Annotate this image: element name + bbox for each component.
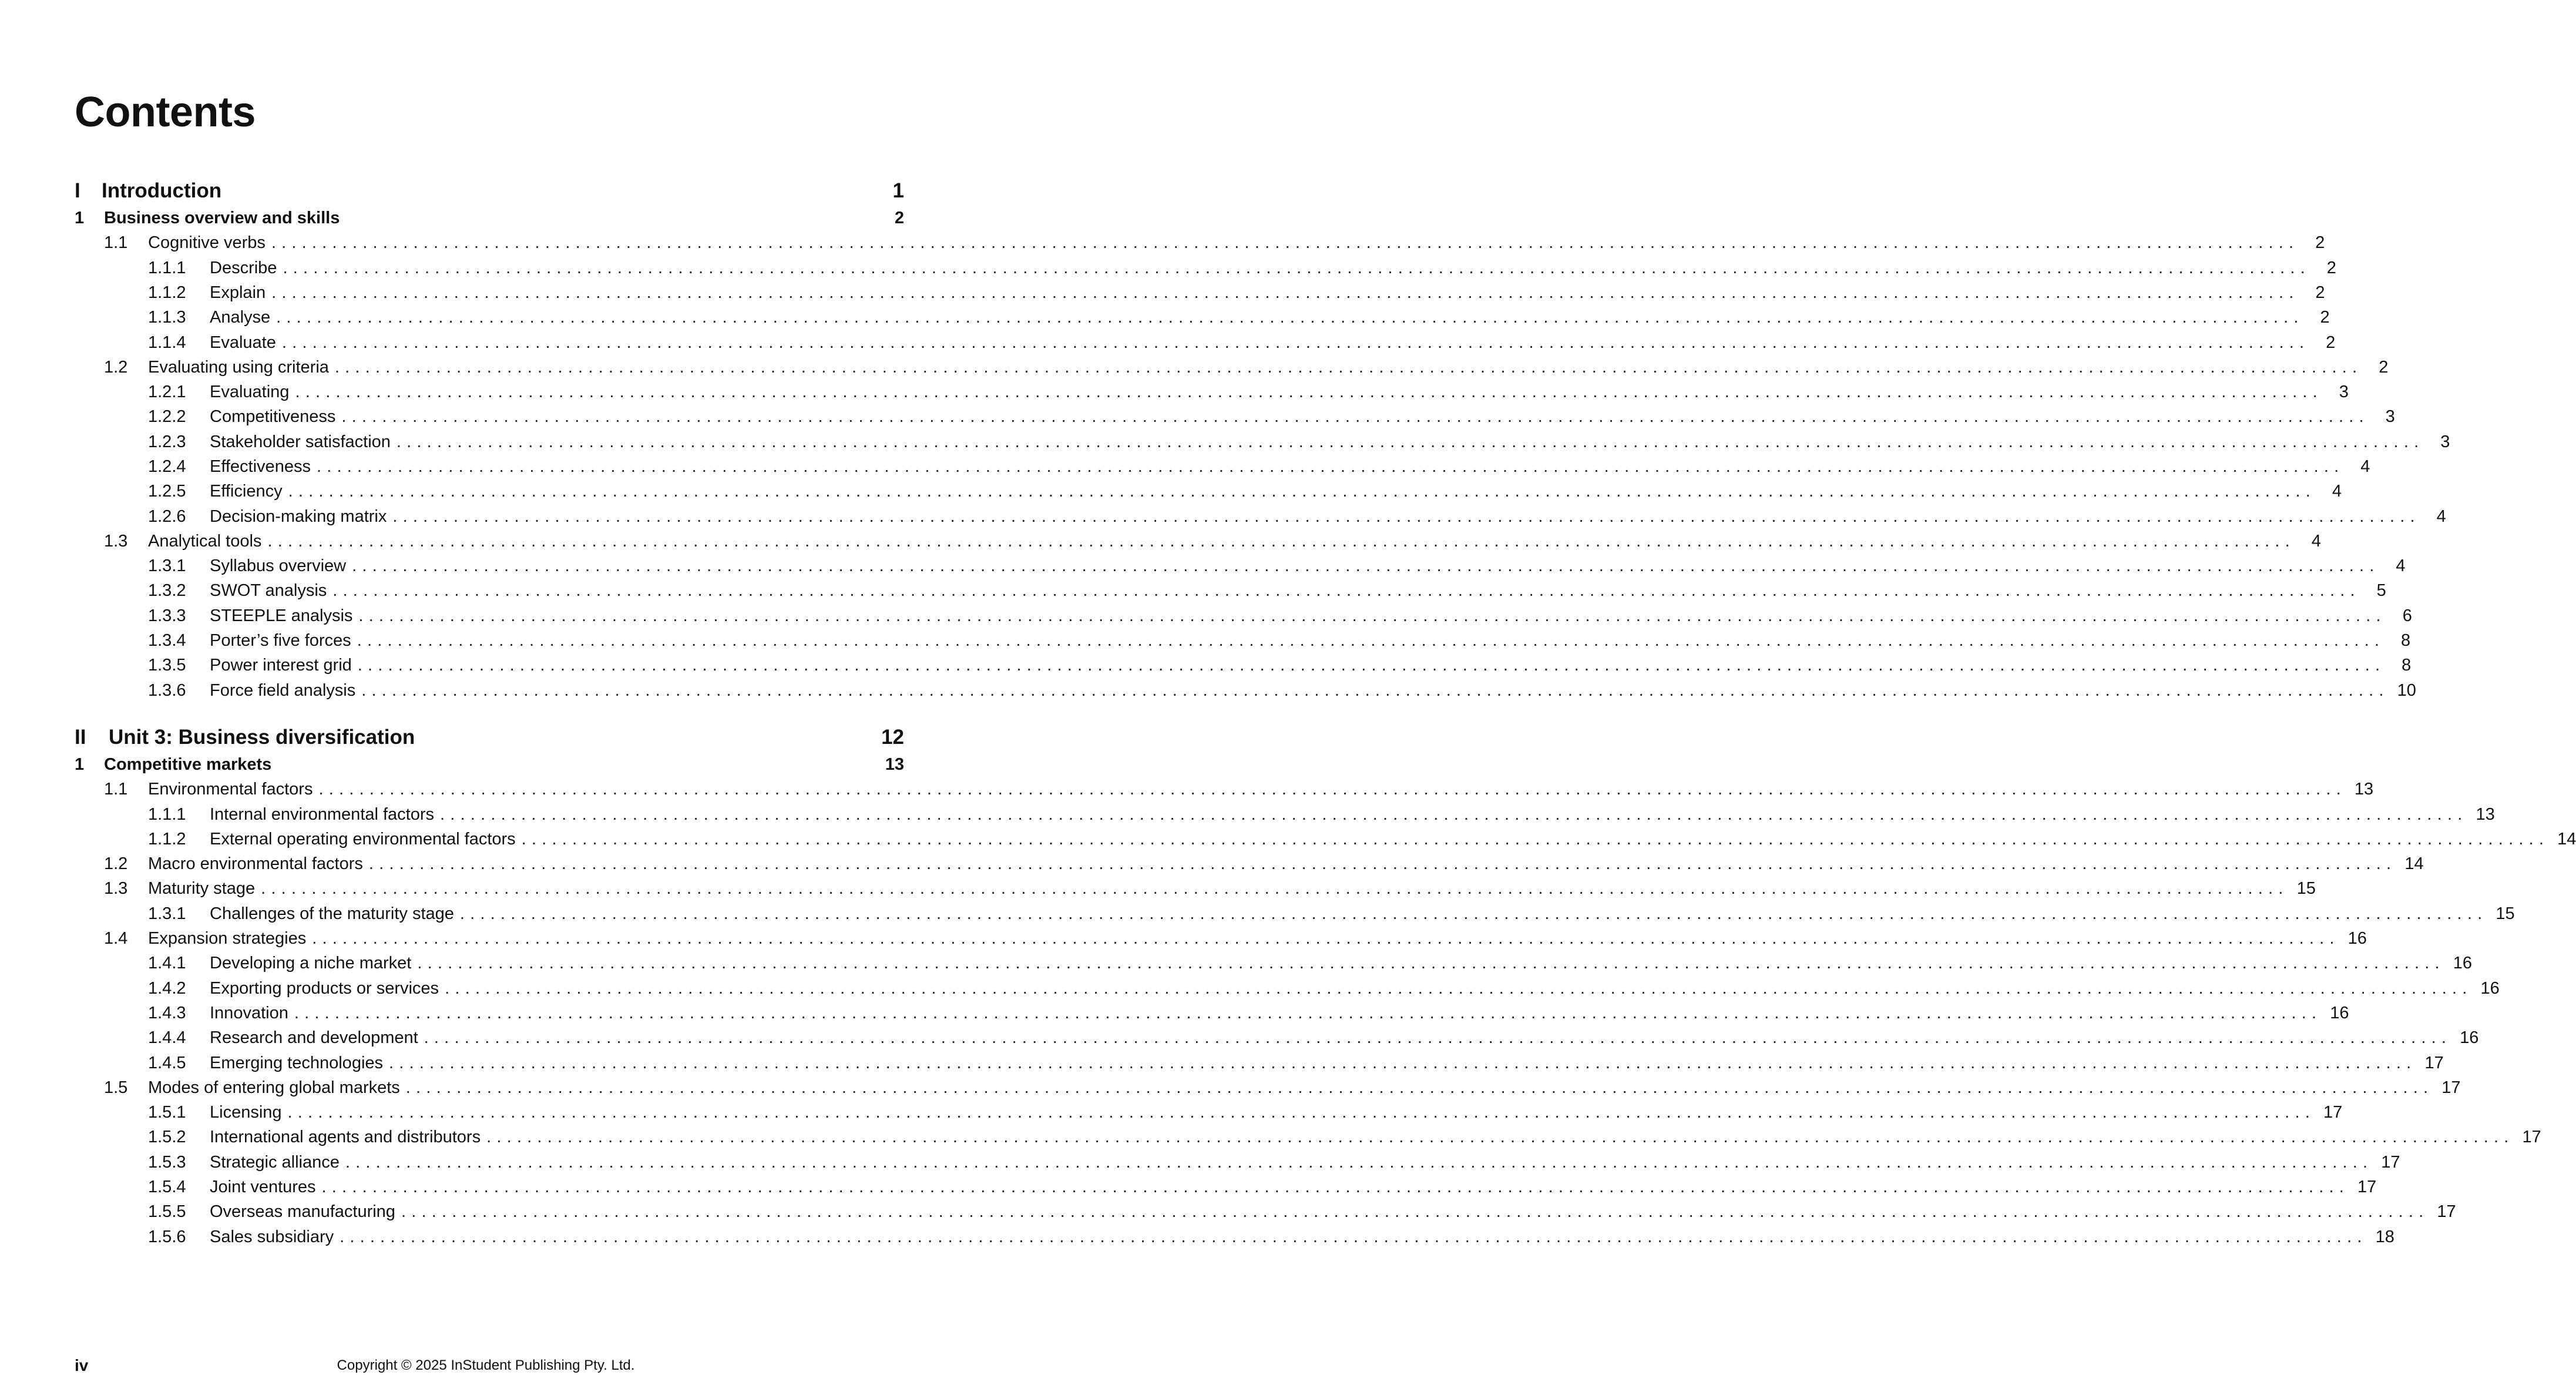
toc-entry-title: Internal environmental factors [210, 804, 435, 824]
toc-entry-page: 8 [2400, 631, 2411, 650]
footer-copyright: Copyright © 2025 InStudent Publishing Pty. Ltd. [337, 1357, 635, 1373]
toc-entry-title: Maturity stage [148, 878, 256, 898]
dot-leader: ........................................................................................................................................................................................................ [358, 606, 2386, 625]
dot-leader: ........................................................................................................................................................................................................ [361, 680, 2389, 700]
dot-leader: ........................................................................................................................................................................................................ [357, 631, 2385, 650]
toc-entry-number: 1.1.2 [148, 283, 186, 302]
dot-leader: ........................................................................................................................................................................................................ [341, 407, 2369, 426]
dot-leader: ........................................................................................................................................................................................................ [368, 854, 2397, 873]
toc-entry-sub[interactable] [75, 554, 2406, 578]
toc-entry-page: 10 [2397, 680, 2416, 700]
footer-page-number: iv [75, 1356, 89, 1374]
toc-entry-page: 16 [2347, 928, 2367, 948]
toc-entry-sec[interactable] [75, 777, 2374, 801]
dot-leader: ........................................................................................................................................................................................................ [440, 804, 2468, 824]
toc-entry-sub[interactable] [75, 1125, 2541, 1149]
dot-leader: ........................................................................................................................................................................................................ [352, 556, 2380, 575]
toc-entry-page: 2 [894, 208, 904, 227]
toc-entry-number: 1.4.4 [148, 1028, 186, 1047]
dot-leader: ........................................................................................................................................................................................................ [321, 1177, 2349, 1196]
toc-entry-page: 8 [2402, 655, 2412, 675]
toc-entry-sub[interactable] [75, 1199, 2456, 1224]
toc-entry-title: International agents and distributors [210, 1127, 481, 1146]
toc-entry-number: 1.3.4 [148, 631, 186, 650]
toc-entry-number: 1.3.2 [148, 581, 186, 600]
toc-entry-sub[interactable] [75, 504, 2446, 529]
toc-entry-title: Competitive markets [104, 754, 272, 774]
toc-entry-page: 1 [892, 179, 904, 202]
toc-entry-title: Cognitive verbs [148, 233, 266, 252]
toc-entry-page: 3 [2339, 382, 2349, 401]
toc-entry-title: Evaluating using criteria [148, 357, 329, 377]
toc-entry-page: 17 [2323, 1102, 2343, 1122]
toc-entry-title: Expansion strategies [148, 928, 307, 948]
toc-entry-sub[interactable] [75, 1175, 2377, 1199]
toc-entry-sub[interactable] [75, 1025, 2479, 1050]
toc-entry-page: 3 [2440, 432, 2450, 451]
toc-entry-page: 17 [2381, 1152, 2400, 1172]
toc-entry-sub[interactable] [75, 678, 2416, 703]
toc-entry-title: Business overview and skills [104, 208, 340, 227]
toc-entry-sec[interactable] [75, 1075, 2461, 1100]
toc-entry-page: 2 [2320, 307, 2330, 327]
dot-leader: ........................................................................................................................................................................................................ [445, 978, 2473, 998]
toc-entry-number: 1 [75, 208, 85, 227]
toc-entry-sec[interactable] [75, 851, 2424, 876]
dot-leader: ........................................................................................................................................................................................................ [288, 481, 2316, 501]
toc-entry-chap[interactable] [75, 752, 904, 777]
toc-entry-title: Environmental factors [148, 779, 313, 799]
toc-entry-number: 1.1.1 [148, 804, 186, 824]
toc-entry-number: 1.2 [104, 357, 128, 377]
toc-entry-title: Syllabus overview [210, 556, 347, 575]
toc-entry-page: 6 [2402, 606, 2412, 625]
dot-leader: ........................................................................................................................................................................................................ [340, 1227, 2367, 1246]
dot-leader: ........................................................................................................................................................................................................ [396, 432, 2424, 451]
toc-entry-sub[interactable] [75, 380, 2349, 404]
toc-entry-title: Emerging technologies [210, 1053, 384, 1072]
toc-entry-number: 1.5.6 [148, 1227, 186, 1246]
toc-entry-number: 1.5.2 [148, 1127, 186, 1146]
dot-leader: ........................................................................................................................................................................................................ [521, 829, 2550, 849]
dot-leader: ........................................................................................................................................................................................................ [392, 507, 2420, 526]
toc-entry-number: 1.3.6 [148, 680, 186, 700]
toc-entry-page: 15 [2496, 904, 2515, 923]
toc-entry-sub[interactable] [75, 1100, 2343, 1125]
toc-entry-sub[interactable] [75, 628, 2411, 653]
dot-leader: ........................................................................................................................................................................................................ [345, 1152, 2373, 1172]
toc-entry-sub[interactable] [75, 578, 2386, 603]
toc-entry-page: 18 [2375, 1227, 2394, 1246]
toc-entry-number: 1.3.1 [148, 556, 186, 575]
dot-leader: ........................................................................................................................................................................................................ [334, 357, 2363, 377]
toc-entry-title: Power interest grid [210, 655, 352, 675]
toc-entry-title: Innovation [210, 1003, 288, 1022]
toc-entry-number: 1.3 [104, 531, 128, 551]
toc-entry-title: Porter’s five forces [210, 631, 351, 650]
toc-entry-title: Force field analysis [210, 680, 356, 700]
toc-entry-title: Developing a niche market [210, 953, 412, 972]
toc-entry-page: 17 [2522, 1127, 2541, 1146]
toc-entry-title: Challenges of the maturity stage [210, 904, 454, 923]
toc-entry-page: 5 [2376, 581, 2386, 600]
toc-entry-number: 1.1 [104, 779, 128, 799]
toc-entry-number: 1.2.2 [148, 407, 186, 426]
dot-leader: ........................................................................................................................................................................................................ [459, 904, 2488, 923]
toc-entry-sub[interactable] [75, 1051, 2444, 1075]
toc-entry-page: 13 [885, 754, 904, 774]
toc-entry-title: Efficiency [210, 481, 283, 501]
toc-entry-number: 1 [75, 754, 85, 774]
toc-entry-number: 1.2.3 [148, 432, 186, 451]
toc-entry-number: 1.5.3 [148, 1152, 186, 1172]
dot-leader: ........................................................................................................................................................................................................ [281, 333, 2310, 352]
toc-entry-page: 2 [2379, 357, 2389, 377]
toc-entry-number: 1.3.1 [148, 904, 186, 923]
toc-entry-sub[interactable] [75, 951, 2473, 975]
toc-entry-page: 12 [881, 726, 904, 749]
toc-entry-title: Unit 3: Business diversification [109, 726, 415, 749]
toc-entry-sec[interactable] [75, 926, 2367, 951]
dot-leader: ........................................................................................................................................................................................................ [283, 258, 2310, 277]
toc-entry-title: Evaluating [210, 382, 290, 401]
toc-entry-sub[interactable] [75, 603, 2412, 628]
toc-entry-title: Describe [210, 258, 277, 277]
toc-entry-page: 2 [2315, 283, 2325, 302]
toc-entry-sub[interactable] [75, 454, 2370, 479]
toc-entry-sec[interactable] [75, 355, 2389, 380]
toc-entry-page: 17 [2437, 1202, 2456, 1221]
toc-entry-sub[interactable] [75, 305, 2330, 330]
toc-entry-sub[interactable] [75, 280, 2325, 305]
dot-leader: ........................................................................................................................................................................................................ [389, 1053, 2417, 1072]
toc-entry-title: Competitiveness [210, 407, 336, 426]
toc-entry-title: Introduction [102, 179, 222, 202]
toc-entry-sub[interactable] [75, 802, 2495, 827]
dot-leader: ........................................................................................................................................................................................................ [294, 1003, 2322, 1022]
toc-entry-sub[interactable] [75, 330, 2336, 355]
toc-entry-title: Joint ventures [210, 1177, 316, 1196]
toc-entry-page: 4 [2396, 556, 2406, 575]
toc-entry-number: 1.5.1 [148, 1102, 186, 1122]
toc-entry-sec[interactable] [75, 529, 2321, 554]
toc-entry-page: 4 [2360, 457, 2370, 476]
toc-entry-page: 4 [2311, 531, 2321, 551]
toc-entry-number: 1.1.4 [148, 333, 186, 352]
toc-entry-title: Analytical tools [148, 531, 262, 551]
toc-entry-part[interactable] [75, 723, 904, 752]
toc-entry-page: 16 [2453, 953, 2473, 972]
toc-entry-page: 14 [2404, 854, 2424, 873]
toc-entry-sub[interactable] [75, 479, 2342, 504]
toc-entry-title: Evaluate [210, 333, 276, 352]
toc-entry-number: 1.4.2 [148, 978, 186, 998]
toc-entry-sec[interactable] [75, 876, 2316, 901]
dot-leader: ........................................................................................................................................................................................................ [357, 655, 2386, 675]
toc-entry-number: 1.4.5 [148, 1053, 186, 1072]
toc-entry-sub[interactable] [75, 404, 2395, 429]
dot-leader: ........................................................................................................................................................................................................ [417, 953, 2445, 972]
toc-entry-number: 1.1.2 [148, 829, 186, 849]
toc-entry-title: Stakeholder satisfaction [210, 432, 391, 451]
toc-entry-page: 14 [2557, 829, 2576, 849]
toc-entry-number: II [75, 726, 86, 749]
toc-entry-title: Decision-making matrix [210, 507, 387, 526]
toc-entry-number: 1.2 [104, 854, 128, 873]
toc-entry-page: 15 [2296, 878, 2316, 898]
toc-entry-sub[interactable] [75, 430, 2450, 454]
toc-entry-title: SWOT analysis [210, 581, 327, 600]
toc-entry-title: Licensing [210, 1102, 282, 1122]
dot-leader: ........................................................................................................................................................................................................ [295, 382, 2323, 401]
toc-entry-title: Research and development [210, 1028, 418, 1047]
toc-entry-sub[interactable] [75, 1001, 2349, 1025]
toc-entry-number: 1.4 [104, 928, 128, 948]
toc-entry-sub[interactable] [75, 827, 2576, 851]
toc-entry-number: 1.3.5 [148, 655, 186, 675]
toc-entry-sec[interactable] [75, 230, 2325, 255]
toc-entry-page: 2 [2326, 258, 2336, 277]
toc-entry-sub[interactable] [75, 1225, 2394, 1249]
dot-leader: ........................................................................................................................................................................................................ [401, 1202, 2429, 1221]
toc-entry-part[interactable] [75, 176, 904, 206]
toc-entry-title: Exporting products or services [210, 978, 439, 998]
toc-entry-sub[interactable] [75, 653, 2412, 678]
toc-entry-title: External operating environmental factors [210, 829, 516, 849]
toc-entry-page: 13 [2354, 779, 2374, 799]
dot-leader: ........................................................................................................................................................................................................ [287, 1102, 2315, 1122]
toc-entry-number: 1.3.3 [148, 606, 186, 625]
toc-entry-page: 4 [2332, 481, 2342, 501]
page-title: Contents [75, 89, 256, 136]
toc-entry-title: Modes of entering global markets [148, 1078, 400, 1097]
toc-entry-sub[interactable] [75, 976, 2500, 1001]
toc-entry-number: I [75, 179, 80, 202]
toc-entry-title: Macro environmental factors [148, 854, 363, 873]
toc-entry-number: 1.2.6 [148, 507, 186, 526]
toc-entry-number: 1.5.5 [148, 1202, 186, 1221]
toc-entry-sub[interactable] [75, 256, 2336, 280]
dot-leader: ........................................................................................................................................................................................................ [267, 531, 2295, 551]
dot-leader: ........................................................................................................................................................................................................ [405, 1078, 2434, 1097]
dot-leader: ........................................................................................................................................................................................................ [486, 1127, 2514, 1146]
toc-entry-number: 1.2.1 [148, 382, 186, 401]
dot-leader: ........................................................................................................................................................................................................ [318, 779, 2346, 799]
toc-entry-number: 1.4.1 [148, 953, 186, 972]
toc-entry-page: 16 [2460, 1028, 2479, 1047]
toc-entry-page: 2 [2326, 333, 2336, 352]
toc-entry-page: 2 [2315, 233, 2325, 252]
toc-entry-page: 17 [2424, 1053, 2444, 1072]
toc-entry-number: 1.2.4 [148, 457, 186, 476]
dot-leader: ........................................................................................................................................................................................................ [271, 233, 2299, 252]
toc-entry-number: 1.1.1 [148, 258, 186, 277]
dot-leader: ........................................................................................................................................................................................................ [333, 581, 2360, 600]
dot-leader: ........................................................................................................................................................................................................ [424, 1028, 2452, 1047]
toc-entry-number: 1.1.3 [148, 307, 186, 327]
dot-leader: ........................................................................................................................................................................................................ [271, 283, 2299, 302]
toc-entry-page: 16 [2480, 978, 2500, 998]
toc-entry-page: 13 [2476, 804, 2495, 824]
toc-entry-page: 17 [2357, 1177, 2377, 1196]
toc-entry-number: 1.2.5 [148, 481, 186, 501]
dot-leader: ........................................................................................................................................................................................................ [316, 457, 2345, 476]
toc-entry-chap[interactable] [75, 206, 904, 230]
toc-entry-number: 1.4.3 [148, 1003, 186, 1022]
toc-entry-title: STEEPLE analysis [210, 606, 353, 625]
dot-leader: ........................................................................................................................................................................................................ [276, 307, 2304, 327]
dot-leader: ........................................................................................................................................................................................................ [261, 878, 2289, 898]
toc-entry-page: 16 [2330, 1003, 2349, 1022]
toc-entry-title: Explain [210, 283, 266, 302]
toc-entry-title: Effectiveness [210, 457, 311, 476]
toc-entry-title: Strategic alliance [210, 1152, 340, 1172]
toc-entry-number: 1.3 [104, 878, 128, 898]
toc-entry-sub[interactable] [75, 901, 2515, 926]
dot-leader: ........................................................................................................................................................................................................ [312, 928, 2340, 948]
toc-entry-page: 4 [2436, 507, 2446, 526]
toc-entry-title: Overseas manufacturing [210, 1202, 395, 1221]
toc-entry-title: Sales subsidiary [210, 1227, 334, 1246]
toc-entry-number: 1.5 [104, 1078, 128, 1097]
toc-entry-number: 1.5.4 [148, 1177, 186, 1196]
toc-entry-number: 1.1 [104, 233, 128, 252]
toc-entry-sub[interactable] [75, 1150, 2400, 1175]
toc-entry-page: 3 [2385, 407, 2395, 426]
toc-entry-page: 17 [2441, 1078, 2461, 1097]
toc-entry-title: Analyse [210, 307, 271, 327]
